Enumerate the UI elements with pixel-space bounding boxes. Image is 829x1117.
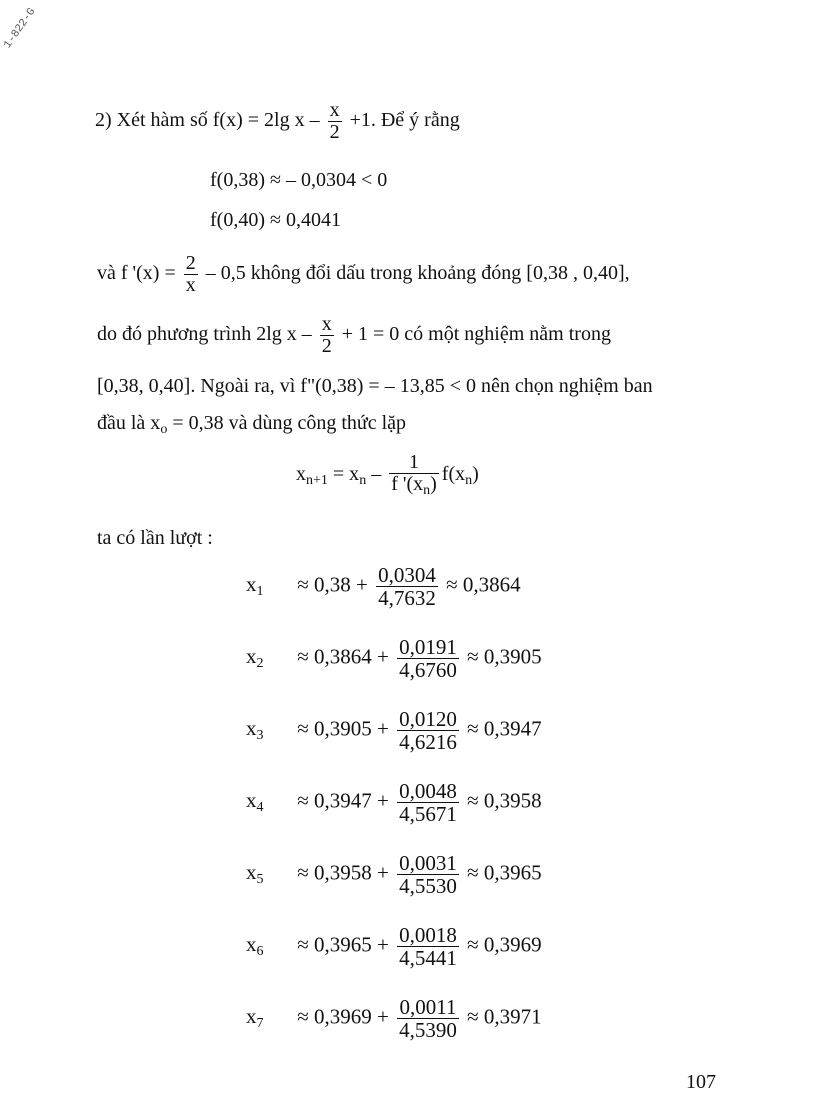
formula-eq: = x bbox=[327, 462, 360, 485]
iteration-base: ≈ 0,3864 + bbox=[297, 644, 389, 669]
iteration-row bbox=[246, 636, 542, 681]
iteration-row bbox=[246, 780, 542, 825]
fraction-numerator: 1 bbox=[408, 451, 419, 473]
fraction bbox=[397, 780, 459, 825]
text-segment: ) bbox=[430, 473, 437, 495]
fraction-numerator: 0,0048 bbox=[399, 779, 457, 803]
fraction-denominator: 4,5390 bbox=[399, 1018, 457, 1043]
iteration-base: ≈ 0,3958 + bbox=[297, 860, 389, 885]
subscript: 7 bbox=[256, 1016, 264, 1032]
iteration-base: ≈ 0,3947 + bbox=[297, 788, 389, 813]
fraction-denominator: 4,5530 bbox=[399, 874, 457, 899]
iteration-base: ≈ 0,38 + bbox=[297, 572, 368, 597]
fraction-numerator: 0,0191 bbox=[399, 635, 457, 659]
iteration-result: ≈ 0,3965 bbox=[467, 860, 542, 885]
iteration-var bbox=[246, 644, 292, 672]
fraction-denominator: 4,7632 bbox=[378, 586, 436, 611]
text-segment: +1. Để ý rằng bbox=[349, 109, 460, 132]
subscript: n+1 bbox=[306, 472, 328, 488]
fraction bbox=[320, 314, 334, 357]
fraction-numerator: x bbox=[321, 313, 332, 335]
iteration-base: ≈ 0,3905 + bbox=[297, 716, 389, 741]
subscript: 2 bbox=[256, 656, 264, 672]
var-letter: x bbox=[246, 644, 257, 669]
fraction-numerator: 0,0018 bbox=[399, 923, 457, 947]
text-segment: 2) Xét hàm số f(x) = 2lg x – bbox=[95, 109, 320, 132]
iteration-formula bbox=[296, 452, 479, 499]
text-segment: f '(x bbox=[391, 473, 424, 495]
iteration-result: ≈ 0,3969 bbox=[467, 932, 542, 957]
iteration-result: ≈ 0,3864 bbox=[446, 572, 521, 597]
fraction-numerator: 0,0011 bbox=[399, 995, 457, 1019]
paragraph-function-definition bbox=[95, 100, 460, 143]
fraction bbox=[184, 253, 198, 296]
text-segment: = 0,38 và dùng công thức lặp bbox=[167, 412, 407, 434]
var-letter: x bbox=[246, 788, 257, 813]
iteration-row bbox=[246, 924, 542, 969]
text-segment: do đó phương trình 2lg x – bbox=[97, 323, 312, 346]
subscript: 6 bbox=[256, 944, 264, 960]
text-line-4 bbox=[97, 412, 406, 438]
text-segment: f(x bbox=[441, 462, 466, 485]
subscript: n bbox=[359, 472, 367, 488]
var-letter: x bbox=[246, 860, 257, 885]
iteration-row bbox=[246, 996, 542, 1041]
subscript: 5 bbox=[256, 872, 264, 888]
fraction-denominator: 4,6760 bbox=[399, 658, 457, 683]
value-f040: f(0,40) ≈ 0,4041 bbox=[210, 209, 341, 231]
iteration-row bbox=[246, 564, 521, 609]
text-segment: ) bbox=[472, 462, 479, 485]
fraction-denominator: 2 bbox=[321, 335, 332, 357]
subscript: 3 bbox=[256, 728, 264, 744]
fraction bbox=[389, 452, 439, 499]
fraction-denominator: 4,5441 bbox=[399, 946, 457, 971]
fraction-numerator: 0,0031 bbox=[399, 851, 457, 875]
fraction bbox=[376, 564, 438, 609]
iteration-var bbox=[246, 788, 292, 816]
formula-lhs: x bbox=[296, 462, 306, 485]
fraction bbox=[328, 100, 342, 143]
fraction-denominator: 4,6216 bbox=[399, 730, 457, 755]
fraction bbox=[397, 636, 459, 681]
fraction-numerator: 2 bbox=[185, 252, 196, 274]
page-number: 107 bbox=[686, 1071, 716, 1093]
subscript: 1 bbox=[256, 584, 264, 600]
fraction-denominator: 2 bbox=[329, 121, 340, 143]
text-segment: đầu là x bbox=[97, 412, 161, 434]
iteration-result: ≈ 0,3905 bbox=[467, 644, 542, 669]
iteration-result: ≈ 0,3958 bbox=[467, 788, 542, 813]
var-letter: x bbox=[246, 716, 257, 741]
iteration-var bbox=[246, 1004, 292, 1032]
fraction-numerator: 0,0120 bbox=[399, 707, 457, 731]
value-f038: f(0,38) ≈ – 0,0304 < 0 bbox=[210, 169, 388, 191]
iteration-var bbox=[246, 932, 292, 960]
iteration-row bbox=[246, 852, 542, 897]
iteration-var bbox=[246, 860, 292, 888]
iteration-result: ≈ 0,3947 bbox=[467, 716, 542, 741]
fraction bbox=[397, 708, 459, 753]
text-segment: – 0,5 không đổi dấu trong khoảng đóng [0,38 , 0,40], bbox=[205, 262, 630, 285]
fraction bbox=[397, 996, 459, 1041]
fraction-denominator: 4,5671 bbox=[399, 802, 457, 827]
fraction-numerator: x bbox=[329, 99, 340, 121]
iteration-result: ≈ 0,3971 bbox=[467, 1004, 542, 1029]
derivative-line bbox=[97, 253, 630, 296]
fraction bbox=[397, 852, 459, 897]
equation-line bbox=[97, 314, 611, 357]
corner-stamp: 1-822-G bbox=[2, 6, 39, 51]
formula-minus: – bbox=[366, 462, 382, 485]
subscript: n bbox=[465, 472, 473, 488]
iteration-var bbox=[246, 572, 292, 600]
fraction-denominator: x bbox=[185, 274, 196, 296]
subscript: o bbox=[160, 422, 168, 437]
iteration-base: ≈ 0,3969 + bbox=[297, 1004, 389, 1029]
var-letter: x bbox=[246, 572, 257, 597]
iteration-base: ≈ 0,3965 + bbox=[297, 932, 389, 957]
var-letter: x bbox=[246, 1004, 257, 1029]
subscript: 4 bbox=[256, 800, 264, 816]
var-letter: x bbox=[246, 932, 257, 957]
fraction-denominator bbox=[389, 473, 439, 499]
iterations-intro: ta có lần lượt : bbox=[97, 527, 213, 549]
fraction bbox=[397, 924, 459, 969]
text-segment: và f '(x) = bbox=[97, 262, 176, 285]
text-line-3: [0,38, 0,40]. Ngoài ra, vì f"(0,38) = – 13,85 < 0 nên chọn nghiệm ban bbox=[97, 375, 653, 397]
fraction-numerator: 0,0304 bbox=[378, 563, 436, 587]
iteration-row bbox=[246, 708, 542, 753]
iteration-var bbox=[246, 716, 292, 744]
subscript: n bbox=[423, 483, 431, 498]
text-segment: + 1 = 0 có một nghiệm nằm trong bbox=[341, 323, 611, 346]
